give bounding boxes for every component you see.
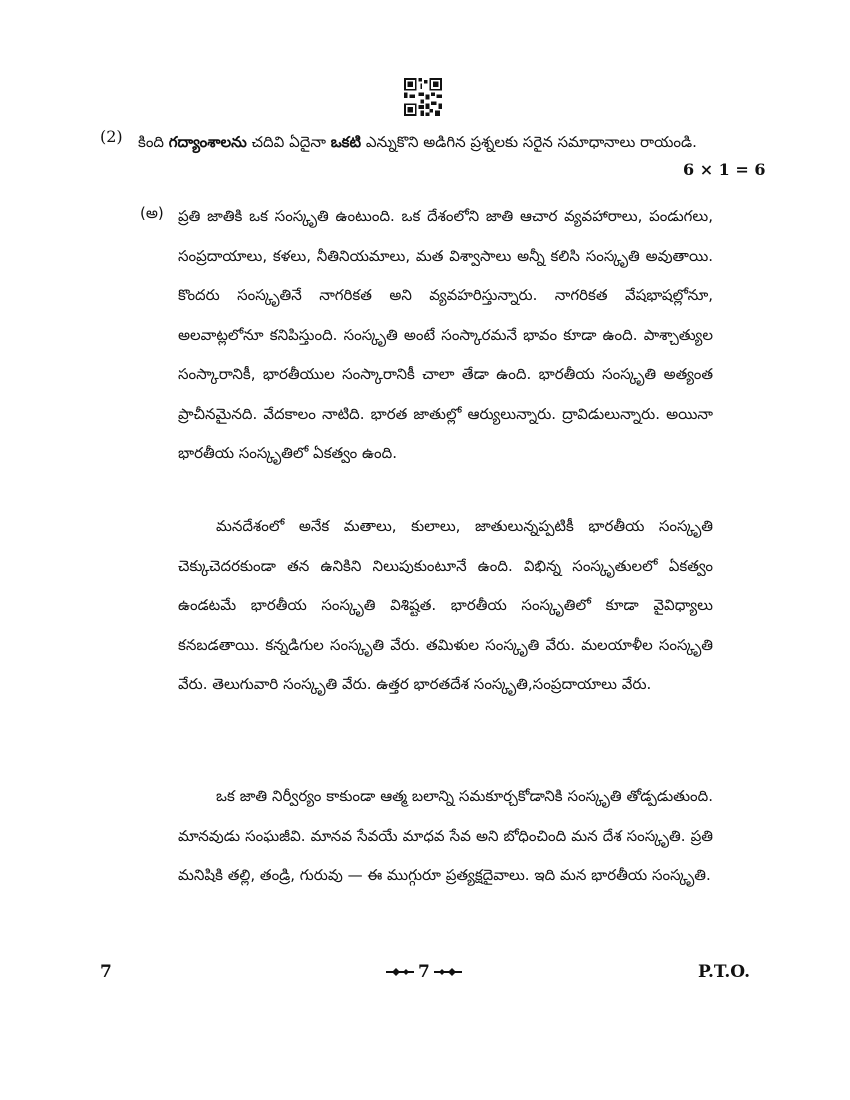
instruction-text: ఎన్నుకొని అడిగిన ప్రశ్నలకు సరైన సమాధానాలు రాయండి. — [361, 133, 697, 151]
passage-label: (అ) — [140, 204, 164, 222]
instruction-text: చదివి ఏదైనా — [246, 133, 331, 151]
paragraph-text: మనదేశంలో అనేక మతాలు, కులాలు, జాతులున్నప్పటికీ భారతీయ సంస్కృతి చెక్కుచెదరకుండా తన ఉనికిని నిలుపుకుంటూనే ఉంది. విభిన్న సంస్కృతులలో ఏకత్వం ఉండటమే భారతీయ సంస్కృతి విశిష్టత. భారతీయ సంస్కృతిలో కూడా వైవిధ్యాలు కనబడతాయి. కన్నడిగుల సంస్కృతి వేరు. తమిళుల సంస్కృతి వేరు. మలయాళీల సంస్కృతి వేరు. తెలుగువారి సంస్కృతి వేరు. ఉత్తర భారతదేశ సంస్కృతి,సంప్రదాయాలు వేరు. — [178, 517, 713, 693]
marks-allocation: 6 × 1 = 6 — [683, 160, 766, 179]
instruction-emphasis-passages: గద్యాంశాలను — [168, 133, 247, 151]
paragraph-text: ఒక జాతి నిర్వీర్యం కాకుండా ఆత్మ బలాన్ని సమకూర్చకోడానికి సంస్కృతి తోడ్పడుతుంది. మానవుడు సంఘజీవి. మానవ సేవయే మాధవ సేవ అని బోధించింది మన దేశ సంస్కృతి. ప్రతి మనిషికి తల్లి, తండ్రి, గురువు — ఈ ముగ్గురూ ప్రత్యక్షదైవాలు. ఇది మన భారతీయ సంస్కృతి. — [178, 787, 713, 884]
ornament-left-icon — [386, 967, 414, 977]
page-number-text: 7 — [418, 962, 430, 982]
footer-left-number: 7 — [100, 962, 112, 982]
instruction-text: కింది — [138, 133, 169, 151]
page-number — [386, 962, 462, 982]
qr-code-icon — [404, 78, 442, 116]
passage-paragraph-2 — [178, 507, 713, 705]
passage-paragraph-1 — [178, 197, 713, 474]
question-instruction — [138, 124, 713, 161]
question-number: (2) — [100, 127, 123, 146]
passage-paragraph-3 — [178, 777, 713, 896]
paragraph-text: ప్రతి జాతికి ఒక సంస్కృతి ఉంటుంది. ఒక దేశంలోని జాతి ఆచార వ్యవహారాలు, పండుగలు, సంప్రదాయాలు, కళలు, నీతినియమాలు, మత విశ్వాసాలు అన్నీ కలిసి సంస్కృతి అవుతాయి. కొందరు సంస్కృతినే నాగరికత అని వ్యవహరిస్తున్నారు. నాగరికత వేషభాషల్లోనూ, అలవాట్లలోనూ కనిపిస్తుంది. సంస్కృతి అంటే సంస్కారమనే భావం కూడా ఉంది. పాశ్చాత్యుల సంస్కారానికీ, భారతీయుల సంస్కారానికీ చాలా తేడా ఉంది. భారతీయ సంస్కృతి అత్యంత ప్రాచీనమైనది. వేదకాలం నాటిది. భారత జాతుల్లో ఆర్యులున్నారు. ద్రావిడులున్నారు. అయినా భారతీయ సంస్కృతిలో ఏకత్వం ఉంది. — [178, 207, 713, 462]
please-turn-over: P.T.O. — [698, 962, 750, 982]
instruction-emphasis-one: ఒకటి — [330, 133, 362, 151]
ornament-right-icon — [434, 967, 462, 977]
